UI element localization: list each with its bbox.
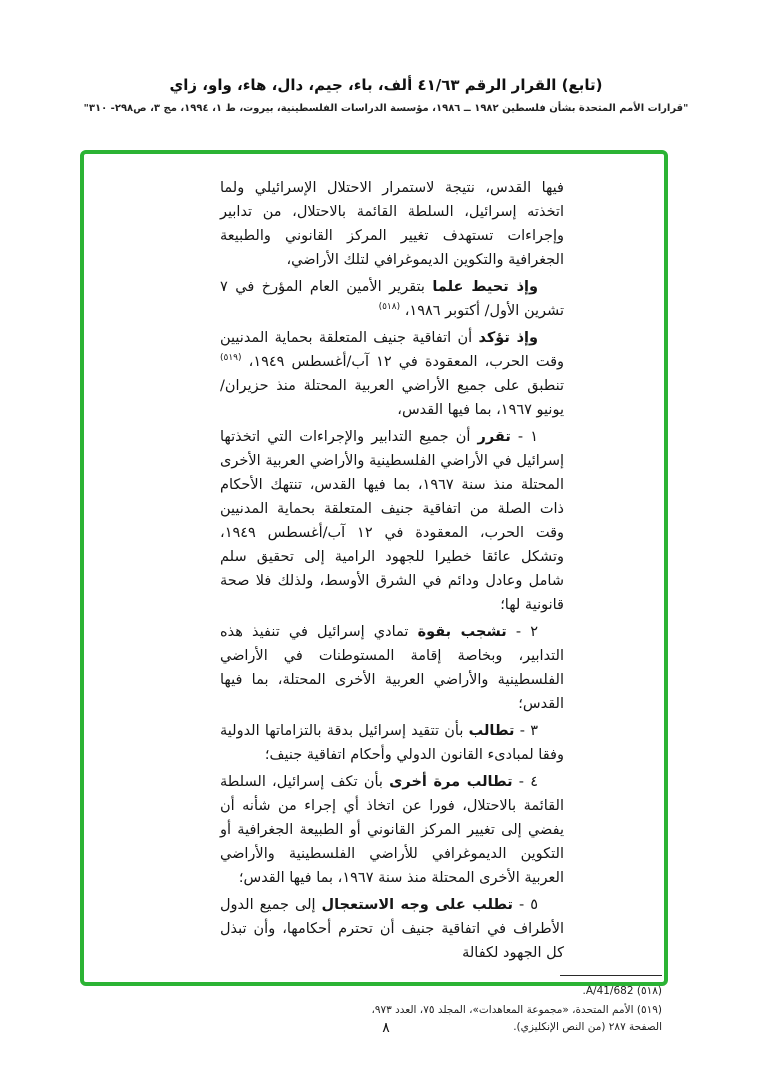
- paragraph-lead: وإذ تحيط علما: [432, 279, 538, 295]
- paragraph-lead: تطالب مرة أخرى: [389, 774, 513, 790]
- footnote-marker: (٥١٩): [636, 1004, 662, 1016]
- body-paragraph-preamble-1: [220, 275, 564, 323]
- paragraph-number: ٤ -: [512, 774, 538, 790]
- paragraph-number: ٣ -: [514, 723, 539, 739]
- paragraph-text: بأن تتقيد إسرائيل بدقة بالتزاماتها الدولية وفقا لمبادىء القانون الدولي وأحكام اتفاقية جنيف؛: [220, 723, 564, 763]
- paragraph-lead: تقرر: [477, 429, 511, 445]
- source-citation: "قرارات الأمم المتحدة بشأن فلسطين ١٩٨٢ ــ ١٩٨٦، مؤسسة الدراسات الفلسطينية، بيروت، ط ١، ١٩٩٤، مج ٣، ص٢٩٨- ٣١٠": [83, 103, 689, 114]
- body-paragraph-operative-4: [220, 770, 564, 890]
- footnote-marker: (٥١٨): [636, 985, 662, 997]
- body-paragraph-operative-1: [220, 425, 564, 617]
- paragraph-lead: وإذ تؤكد: [478, 330, 538, 346]
- paragraph-number: ٥ -: [513, 897, 538, 913]
- paragraph-text: تمادي إسرائيل في تنفيذ هذه التدابير، وبخاصة إقامة المستوطنات في الأراضي الفلسطينية والأراضي العربية الأخرى المحتلة، بما فيها القدس؛: [220, 624, 564, 712]
- paragraph-number: ١ -: [510, 429, 539, 445]
- paragraph-text: إلى جميع الدول الأطراف في اتفاقية جنيف أن تحترم أحكامها، وأن تبذل كل الجهود لكفالة: [220, 897, 564, 961]
- footnote-reference-519: (٥١٩): [220, 353, 242, 364]
- footnotes-separator: [560, 975, 662, 976]
- footnote-text: A/41/682.: [582, 985, 634, 997]
- paragraph-text: أن جميع التدابير والإجراءات التي اتخذتها إسرائيل في الأراضي الفلسطينية والأراضي العربية الأخرى المحتلة منذ سنة ١٩٦٧، بما فيها القدس، تنتهك الأحكام ذات الصلة من اتفاقية جنيف المتعلقة بحماية المدنيين وقت الحرب، المعقودة في ١٢ آب/أغسطس ١٩٤٩، وتشكل عائقا خطيرا للجهود الرامية إلى تحقيق سلم شامل وعادل ودائم في الشرق الأوسط، ولذلك فلا صحة قانونية لها؛: [220, 429, 565, 613]
- footnote-reference-518: (٥١٨): [378, 302, 401, 313]
- body-paragraph-operative-3: [220, 719, 564, 767]
- paragraph-number: ٢ -: [506, 624, 538, 640]
- document-header: [0, 76, 772, 114]
- body-text-column: [220, 176, 564, 965]
- footnote-item-518: [346, 983, 662, 1000]
- body-paragraph-preamble-2: [220, 326, 564, 422]
- page-number: ٨: [382, 1020, 390, 1036]
- paragraph-text: فيها القدس، نتيجة لاستمرار الاحتلال الإسرائيلي ولما اتخذته إسرائيل، السلطة القائمة بالاحتلال، من تدابير وإجراءات تستهدف تغيير المركز القانوني والطبيعة الجغرافية والتكوين الديموغرافي لتلك الأراضي،: [220, 180, 564, 268]
- paragraph-lead: تطلب على وجه الاستعجال: [321, 897, 513, 913]
- body-paragraph-continuation: [220, 176, 564, 272]
- body-paragraph-operative-5: [220, 893, 564, 965]
- paragraph-lead: تطالب: [468, 723, 515, 739]
- footnote-text: الأمم المتحدة، «مجموعة المعاهدات»، المجلد ٧٥، العدد ٩٧٣، الصفحة ٢٨٧ (من النص الإنكليزي).: [371, 1004, 662, 1033]
- paragraph-lead: تشجب بقوة: [417, 624, 507, 640]
- body-paragraph-operative-2: [220, 620, 564, 716]
- paragraph-text: بأن تكف إسرائيل، السلطة القائمة بالاحتلال، فورا عن اتخاذ أي إجراء من شأنه أن يفضي إلى تغيير المركز القانوني أو الطبيعة الجغرافية أو التكوين الديموغرافي للأراضي الفلسطينية والأراضي العربية الأخرى المحتلة منذ سنة ١٩٦٧، بما فيها القدس؛: [220, 774, 564, 886]
- paragraph-text: بتقرير الأمين العام المؤرخ في ٧ تشرين الأول/ أكتوبر ١٩٨٦،: [220, 279, 564, 319]
- paragraph-text: تنطبق على جميع الأراضي العربية المحتلة منذ حزيران/يونيو ١٩٦٧، بما فيها القدس،: [220, 378, 564, 418]
- paragraph-text: أن اتفاقية جنيف المتعلقة بحماية المدنيين وقت الحرب، المعقودة في ١٢ آب/أغسطس ١٩٤٩،: [220, 330, 565, 370]
- highlight-annotation-box: [80, 150, 668, 1033]
- page-title: (تابع) القرار الرقم ٤١/٦٣ ألف، باء، جيم، دال، هاء، واو، زاي: [169, 76, 603, 94]
